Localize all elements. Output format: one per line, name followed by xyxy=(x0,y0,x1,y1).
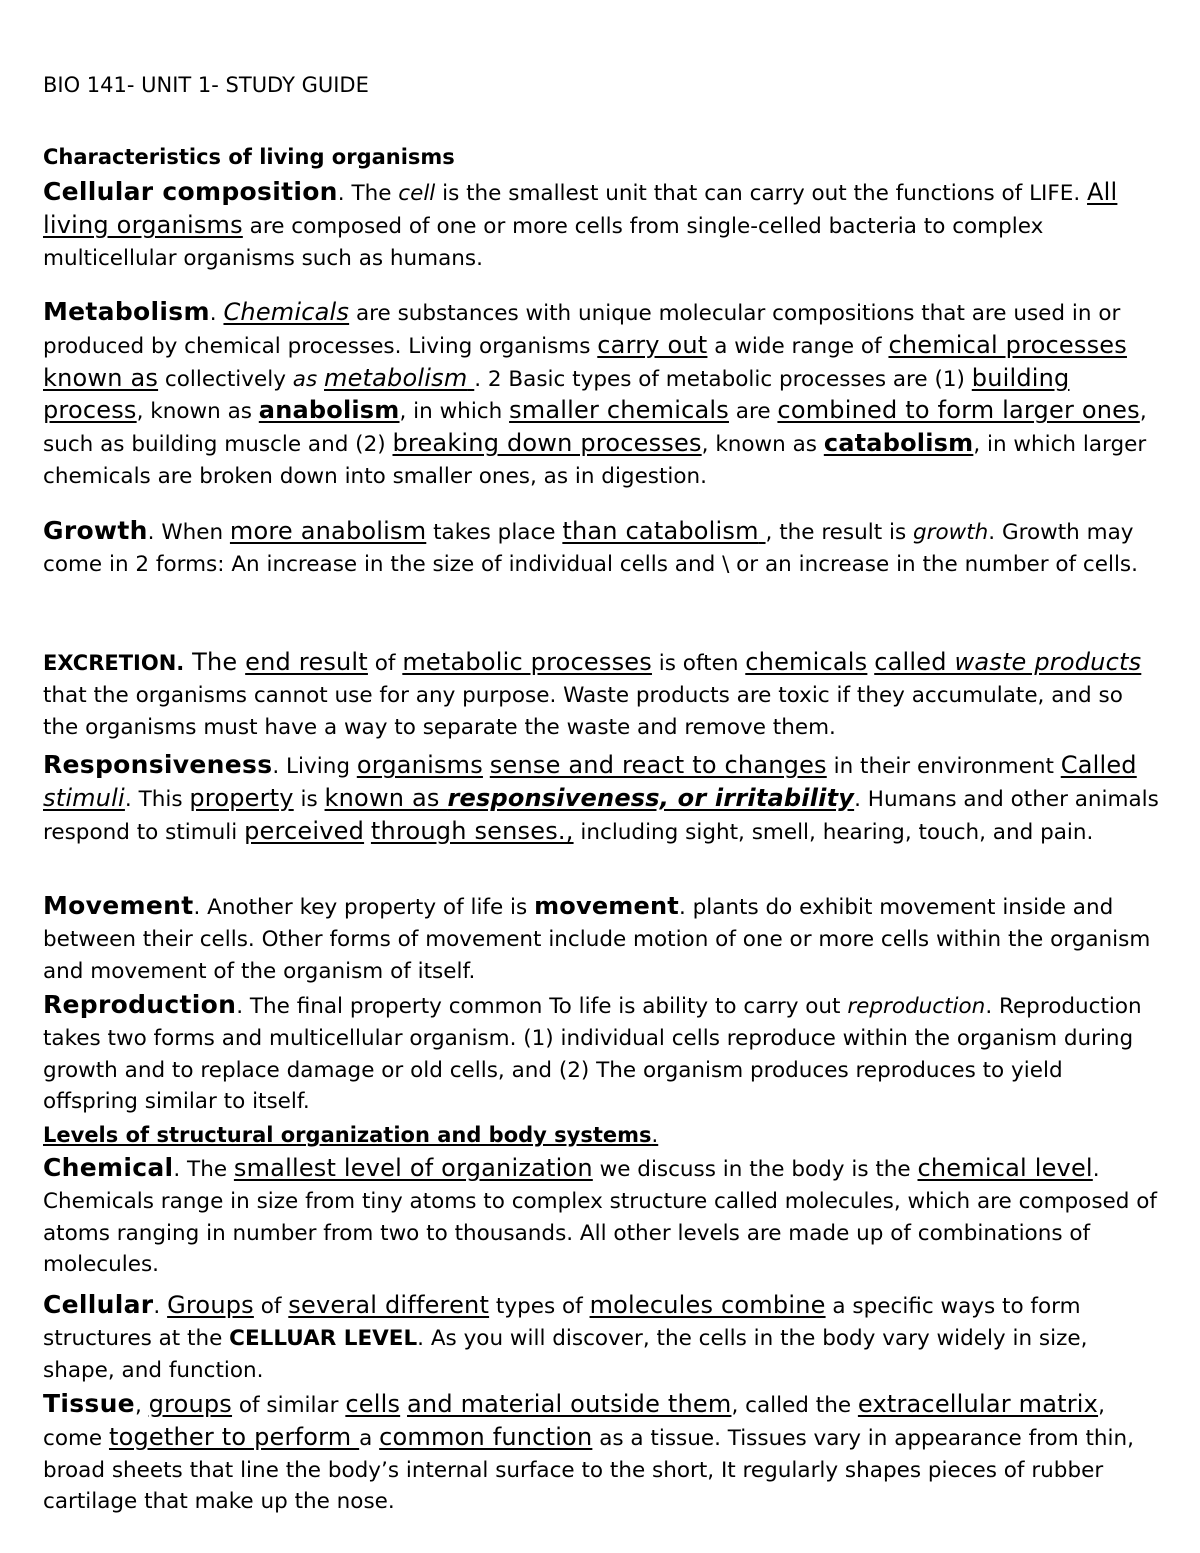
text-run: that the organisms cannot use for any purpose. Waste products are toxic if they accumulate, and so the organisms must have a way to separate the waste and remove them. xyxy=(43,682,1123,740)
text-run: in their environment xyxy=(826,754,1061,779)
underlined-term: breaking down processes xyxy=(392,429,702,458)
underlined-term: end result xyxy=(245,648,368,676)
text-run: a wide range of xyxy=(707,333,889,359)
underlined-term: common function xyxy=(379,1422,593,1451)
section-heading-levels xyxy=(43,1123,658,1147)
underlined-bold-term: catabolism xyxy=(823,429,974,458)
paragraph-movement xyxy=(43,890,1163,987)
underlined-term: several different xyxy=(288,1291,490,1319)
text-run: including sight, smell, hearing, touch, and pain. xyxy=(573,819,1094,845)
term-label: Tissue xyxy=(43,1389,135,1418)
underlined-term: Called xyxy=(1060,751,1137,779)
italic-term: as xyxy=(292,366,324,392)
underlined-term: property xyxy=(189,783,294,812)
term-label: Cellular composition xyxy=(43,177,338,206)
text-run: of similar xyxy=(232,1393,346,1418)
underlined-term: All living organisms xyxy=(43,178,1118,239)
text-run: collectively xyxy=(158,366,293,392)
underlined-bold-term: anabolism xyxy=(258,396,400,425)
text-run: we discuss in the body is the xyxy=(592,1157,918,1182)
underlined-term: smaller chemicals xyxy=(509,396,729,425)
text-run: , come xyxy=(43,1393,1105,1451)
text-run: , known as xyxy=(701,432,824,458)
paragraph-excretion xyxy=(43,647,1163,743)
paragraph-cellular xyxy=(43,1289,1163,1386)
text-run: , such as building muscle and (2) xyxy=(43,399,1147,458)
bold-term: movement xyxy=(534,892,679,920)
text-run: . The xyxy=(173,1157,234,1182)
underlined-term: Groups xyxy=(167,1291,254,1319)
text-run: are composed of one or more cells from single-celled bacteria to complex multicellular organisms such as humans. xyxy=(43,213,1044,271)
underlined-italic-term: responsiveness, or irritability xyxy=(447,783,855,812)
text-run: , in which larger chemicals are broken down into smaller ones, as in digestion. xyxy=(43,432,1147,489)
term-label: Cellular xyxy=(43,1290,154,1319)
heading-period: . xyxy=(651,1123,659,1147)
text-run: . plants do exhibit movement inside and between their cells. Other forms of movement include motion of one or more cells within the organism and movement of the organism of itself. xyxy=(43,895,1151,984)
underlined-term: perceived xyxy=(244,816,365,845)
underlined-term: chemicals xyxy=(745,648,868,676)
text-run: is the smallest unit that can carry out the functions of LIFE. xyxy=(435,181,1088,206)
text-run: , xyxy=(134,1393,149,1418)
text-run: . Humans and other animals respond to stimuli xyxy=(43,786,1159,845)
text-run: a xyxy=(359,1425,380,1451)
underlined-term: molecules combine xyxy=(589,1291,826,1319)
text-run: . This xyxy=(124,786,190,812)
text-run: takes place xyxy=(426,520,563,545)
underlined-italic-term: stimuli xyxy=(43,783,125,812)
underlined-term: sense and react to changes xyxy=(489,751,827,779)
italic-term: growth xyxy=(913,520,989,545)
text-run: . The xyxy=(337,181,399,206)
paragraph-chemical xyxy=(43,1152,1163,1281)
text-run: of xyxy=(367,651,403,676)
underlined-italic-term: waste products xyxy=(954,648,1142,676)
underlined-term: chemical level xyxy=(917,1154,1093,1182)
term-label: Movement xyxy=(43,891,194,920)
text-run: , in which xyxy=(399,399,510,425)
term-label: Chemical xyxy=(43,1153,174,1182)
paragraph-responsiveness xyxy=(43,749,1163,848)
text-run: , the result is xyxy=(765,520,913,545)
term-label: EXCRETION. xyxy=(43,651,185,675)
underlined-term: building process xyxy=(43,363,1070,425)
text-run: . As you will discover, the cells in the body vary widely in size, shape, and function. xyxy=(43,1325,1088,1383)
underlined-term: carry out xyxy=(597,330,708,359)
term-label: Growth xyxy=(43,516,148,545)
underlined-term: than catabolism xyxy=(562,517,759,545)
text-run: . 2 Basic types of metabolic processes are (1) xyxy=(474,366,972,392)
underlined-term: smallest level of organization xyxy=(233,1154,593,1182)
text-run: . Another key property of life is xyxy=(193,895,535,920)
underlined-term: more anabolism xyxy=(229,517,427,545)
space xyxy=(400,1393,407,1418)
underlined-term: organisms xyxy=(356,751,483,779)
space xyxy=(483,754,490,779)
text-run: . xyxy=(153,1294,168,1319)
space xyxy=(364,820,371,845)
text-run: a specific ways to form structures at the xyxy=(43,1294,1081,1351)
underlined-term: and material outside them xyxy=(407,1390,732,1418)
underlined-term: extracellular matrix xyxy=(857,1390,1099,1418)
text-run: is often xyxy=(651,651,746,676)
text-run: . The final property common To life is ability to carry out xyxy=(236,994,848,1019)
term-label: Metabolism xyxy=(43,297,210,326)
underlined-term: Chemicals xyxy=(223,298,350,326)
text-run: are substances with unique molecular compositions that are used in or produced by chemical processes. Living organisms xyxy=(43,301,1121,359)
text-run: . Living xyxy=(272,754,357,779)
paragraph-growth xyxy=(43,515,1163,581)
text-run: The xyxy=(184,648,246,676)
italic-term: cell xyxy=(398,181,436,206)
term-label: Responsiveness xyxy=(43,750,273,779)
underlined-term: chemical processes known as xyxy=(43,330,1127,392)
underlined-term: metabolism xyxy=(324,363,468,392)
text-run: , called the xyxy=(731,1393,858,1418)
text-run: . Chemicals range in size from tiny atoms to complex structure called molecules, which are composed of atoms ranging in number from two to thousands. All other levels are made up of combinations of molecules. xyxy=(43,1157,1157,1278)
document-title: BIO 141- UNIT 1- STUDY GUIDE xyxy=(43,73,369,97)
underlined-term: cells xyxy=(345,1390,401,1418)
bold-term: CELLUAR LEVEL xyxy=(229,1325,418,1351)
text-run: . Reproduction takes two forms and multicellular organism. (1) individual cells reproduce within the organism during growth and to replace damage or old cells, and (2) The organism produces reproduces to yield offspring similar to itself. xyxy=(43,994,1142,1115)
underlined-term: called xyxy=(874,648,955,676)
text-run: . When xyxy=(147,520,230,545)
section-heading-characteristics: Characteristics of living organisms xyxy=(43,145,455,169)
term-label: Reproduction xyxy=(43,990,237,1019)
text-run: of xyxy=(253,1294,289,1319)
underlined-space xyxy=(759,520,766,545)
text-run: , known as xyxy=(136,399,259,425)
paragraph-tissue xyxy=(43,1388,1163,1518)
paragraph-metabolism xyxy=(43,296,1163,493)
underlined-term: known as xyxy=(324,783,448,812)
underlined-term: metabolic processes xyxy=(402,648,652,676)
text-run: . xyxy=(209,301,224,326)
paragraph-cellular-composition xyxy=(43,176,1163,274)
text-run: are xyxy=(728,399,778,425)
underlined-term: together to perform xyxy=(108,1422,360,1451)
text-run: as a tissue. Tissues vary in appearance from thin, broad sheets that line the body’s internal surface to the short, It regularly shapes pieces of rubber cartilage that make up the nose. xyxy=(43,1425,1134,1515)
underlined-term: combined to form larger ones xyxy=(777,396,1140,425)
text-run: is xyxy=(293,786,325,812)
italic-term: reproduction xyxy=(847,994,986,1019)
underlined-term: through senses., xyxy=(370,816,574,845)
underlined-term: groups xyxy=(148,1390,233,1418)
section-heading-text: Levels of structural organization and body systems xyxy=(43,1123,652,1147)
text-run: types of xyxy=(489,1294,590,1319)
text-run: . Growth may come in 2 forms: An increase in the size of individual cells and \ or an increase in the number of cells. xyxy=(43,520,1138,577)
paragraph-reproduction xyxy=(43,989,1163,1118)
